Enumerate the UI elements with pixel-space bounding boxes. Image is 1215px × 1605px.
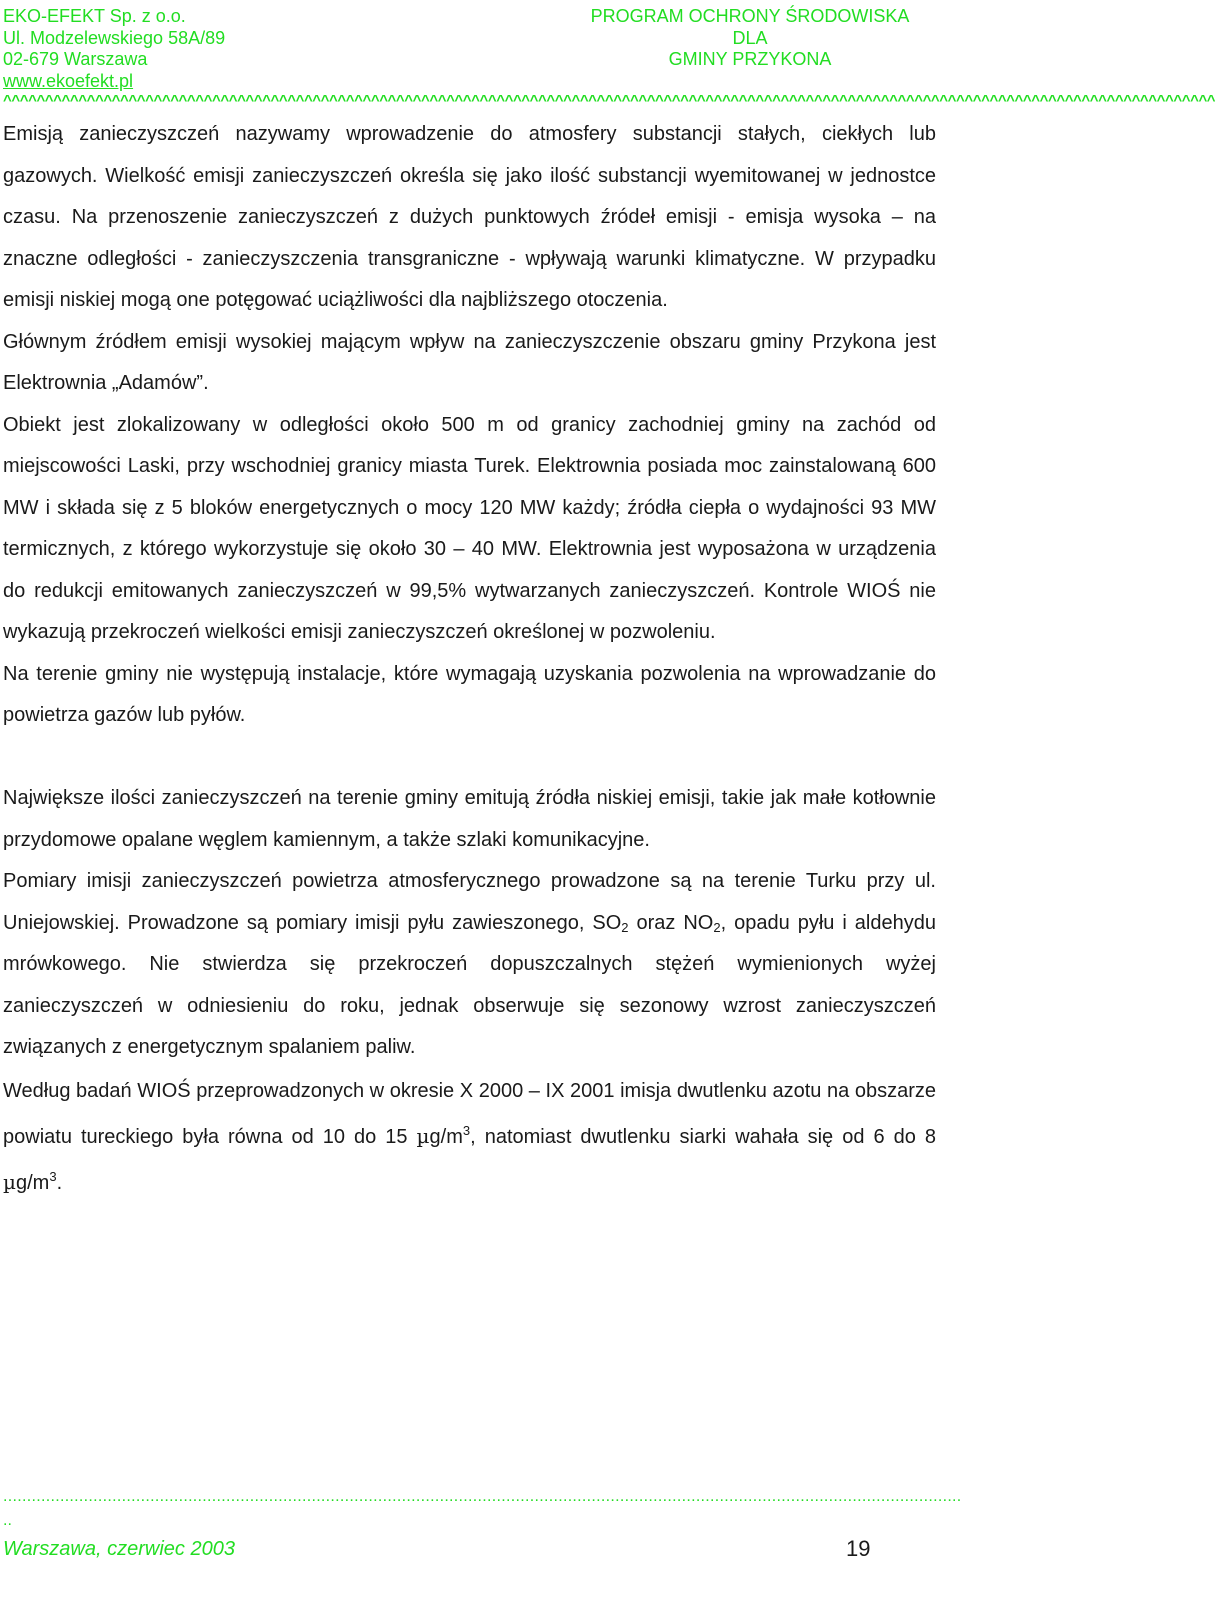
micro-symbol: µ bbox=[3, 1169, 16, 1194]
company-city: 02-679 Warszawa bbox=[3, 49, 148, 69]
cubic-superscript: 3 bbox=[49, 1168, 57, 1184]
paragraph-measurements: Pomiary imisji zanieczyszczeń powietrza atmosferycznego prowadzone są na terenie Turku przy ul. Uniejowskiej. Prowadzone są pomiary imisji pyłu zawieszonego, $SO_2$ oraz $NO_2$, opadu pyłu i aldehydu mrówkowego. Nie stwierdza się przekroczeń dopuszczalnych stężeń wymienionych wyżej zanieczyszczeń w odniesieniu do roku, jednak obserwuje się sezonowy wzrost zanieczyszczeń związanych z energetycznym spalaniem paliw. bbox=[3, 870, 936, 1058]
paragraph-power-plant: Obiekt jest zlokalizowany w odległości około 500 m od granicy zachodniej gminy na zachód od miejscowości Laski, przy wschodniej granicy miasta Turek. Elektrownia posiada moc zainstalowaną 600 MW i składa się z 5 bloków energetycznych o mocy 120 MW każdy; źródła ciepła o wydajności 93 MW termicznych, z którego wykorzystuje się około 30 – 40 MW. Elektrownia jest wyposażona w urządzenia do redukcji emitowanych zanieczyszczeń w 99,5% wytwarzanych zanieczyszczeń. Kontrole WIOŚ nie wykazują przekroczeń wielkości emisji zanieczyszczeń określonej w pozwoleniu. bbox=[3, 413, 936, 643]
program-title-line2: DLA bbox=[732, 27, 768, 48]
program-title-line1: PROGRAM OCHRONY ŚRODOWISKA bbox=[590, 6, 910, 26]
paragraph-wios-results: Według badań WIOŚ przeprowadzonych w okresie X 2000 – IX 2001 imisja dwutlenku azotu na obszarze powiatu tureckiego była równa od 10 do 15 $\mu g/m^3$, natomiast dwutlenku siarki wahała się od 6 do 8 $\mu g/m^3$. bbox=[3, 1079, 937, 1194]
footer-separator-continuation: .. bbox=[3, 1512, 12, 1529]
paragraph-emission-definition: Emisją zanieczyszczeń nazywamy wprowadzenie do atmosfery substancji stałych, ciekłych lub gazowych. Wielkość emisji zanieczyszczeń określa się jako ilość substancji wyemitowanej w jednostce czasu. Na przenoszenie zanieczyszczeń z dużych punktowych źródeł emisji - emisja wysoka – na znaczne odległości - zanieczyszczenia transgraniczne - wpływają warunki klimatyczne. W przypadku emisji niskiej mogą one potęgować uciążliwości dla najbliższego otoczenia. bbox=[3, 123, 936, 311]
header-separator: ^^^^^^^^^^^^^^^^^^^^^^^^^^^^^^^^^^^^^^^^^^^^^^^^^^^^^^^^^^^^^^^^^^^^^^^^^^^^^^^^^^^^^^^^^^^^^^^^^^^^^^^^^^^^^^^^^^^^^^^^^^^^^^^^^^^^^^^^^^^^^^^^^ bbox=[3, 92, 1215, 109]
paragraph-low-emission: Największe ilości zanieczyszczeń na terenie gminy emitują źródła niskiej emisji, takie jak małe kotłownie przydomowe opalane węglem kamiennym, a także szlaki komunikacyjne. bbox=[3, 787, 936, 851]
micro-symbol: µ bbox=[416, 1123, 430, 1148]
no2-subscript: 2 bbox=[713, 919, 721, 935]
footer-place-date: Warszawa, czerwiec 2003 bbox=[3, 1538, 235, 1560]
document-body bbox=[3, 114, 936, 1206]
company-website-link[interactable]: www.ekoefekt.pl bbox=[3, 70, 134, 91]
company-street: Ul. Modzelewskiego 58A/89 bbox=[3, 27, 226, 48]
so2-subscript: 2 bbox=[621, 919, 629, 935]
paragraph-main-source: Głównym źródłem emisji wysokiej mającym wpływ na zanieczyszczenie obszaru gminy Przykona jest Elektrownia „Adamów”. bbox=[3, 330, 936, 394]
footer-separator: .......................................................................................................................................................................................................... bbox=[3, 1488, 962, 1505]
page-number: 19 bbox=[846, 1536, 871, 1561]
program-header bbox=[560, 6, 940, 71]
company-name: EKO-EFEKT Sp. z o.o. bbox=[3, 6, 186, 26]
program-title-line3: GMINY PRZYKONA bbox=[668, 49, 832, 69]
cubic-superscript: 3 bbox=[462, 1122, 471, 1138]
company-header bbox=[3, 6, 225, 92]
paragraph-installations: Na terenie gminy nie występują instalacje, które wymagają uzyskania pozwolenia na wprowadzanie do powietrza gazów lub pyłów. bbox=[3, 662, 936, 726]
